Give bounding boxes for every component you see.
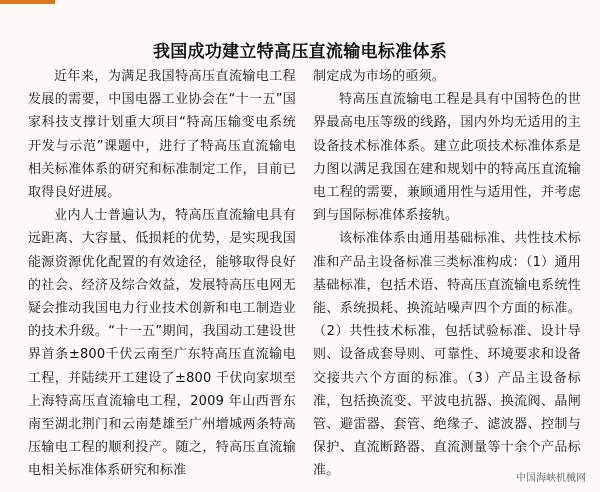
paragraph-1: 近年来，为满足我国特高压直流输电工程发展的需要，中国电器工业协会在“十一五”国家科技支撑计划重大项目“特高压输变电系统开发与示范”课题中，进行了特高压直流输电相关标准体系的研究和标准制定工作，目前已取得良好进展。	[28, 69, 296, 201]
paragraph-3: 特高压直流输电工程是具有中国特色的世界最高电压等级的线路，国内外均无适用的主设备技术标准体系。建立此项技术标准体系是力图以满足我国在建和规划中的特高压直流输电工程的需要，兼顾通用性与适用性，并考虑到与国际标准体系接轨。	[313, 92, 581, 224]
article-title: 我国成功建立特高压直流输电标准体系	[152, 42, 448, 62]
corner-color-mark	[0, 0, 55, 4]
left-column	[28, 65, 296, 483]
paragraph-2-continuation: 制定成为市场的亟须。	[313, 69, 446, 84]
paragraph-4: 该标准体系由通用基础标准、共性技术标准和产品主设备标准三类标准构成：（1）通用基础标准，包括术语、特高压直流输电系统性能、系统损耗、换流站噪声四个方面的标准。（2）共性技术标准，包括试验标准、设计导则、设备成套导则、可靠性、环境要求和设备交接共六个方面的标准。（3）产品主设备标准，包括换流变、平波电抗器、换流阀、晶闸管、避雷器、套管、绝缘子、滤波器、控制与保护、直流断路器、直流测量等十余个产品标准。	[313, 231, 581, 479]
source-watermark: 中国海峡机械网	[516, 473, 586, 484]
paragraph-2: 业内人士普遍认为，特高压直流输电具有远距离、大容量、低损耗的优势，是实现我国能源资源优化配置的有效途径，能够取得良好的社会、经济及综合效益，发展特高压电网无疑会推动我国电力行业技术创新和电工制造业的技术升级。“十一五”期间，我国动工建设世界首条±800千伏云南至广东特高压直流输电工程，并陆续开工建设了±800 千伏向家坝至上海特高压直流输电工程，2009 年山西晋东南至湖北荆门和云南楚雄至广州增城两条特高压输电工程的顺利投产。随之，特高压直流输电相关标准体系研究和标准	[28, 208, 296, 479]
right-column	[313, 65, 581, 483]
